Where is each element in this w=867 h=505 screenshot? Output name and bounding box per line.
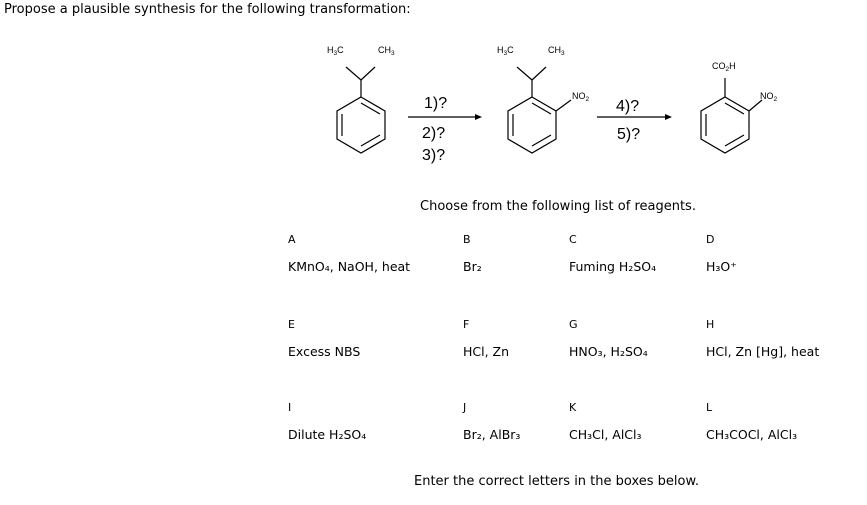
reagent-letter-k: K: [569, 401, 577, 414]
mol2-label-h3c: $H_3C$: [497, 45, 514, 57]
reagent-a: KMnO₄, NaOH, heat: [288, 259, 411, 274]
step-3-label: 3)?: [422, 147, 446, 164]
reagent-k: CH₃Cl, AlCl₃: [569, 427, 642, 442]
reagent-letter-c: C: [569, 233, 577, 246]
reagent-letter-i: I: [288, 401, 292, 414]
reagent-h: HCl, Zn [Hg], heat: [706, 344, 820, 359]
step-5-label: 5)?: [617, 126, 641, 143]
reagent-b: Br₂: [463, 259, 482, 274]
reagent-i: Dilute H₂SO₄: [288, 427, 367, 442]
mol2-label-ch3: $CH_3$: [548, 45, 565, 57]
step-1-label: 1)?: [424, 95, 448, 112]
reagent-c: Fuming H₂SO₄: [569, 259, 657, 274]
mol1-label-h3c: $H_3C$: [327, 45, 344, 57]
question-prompt: Propose a plausible synthesis for the following transformation:: [4, 2, 411, 17]
reagent-letter-b: B: [463, 233, 471, 246]
reagent-letter-a: A: [288, 233, 296, 246]
mol3-label-no2: $NO_2$: [760, 91, 778, 103]
molecule-2-structure: [508, 67, 571, 153]
mol1-label-ch3: $CH_3$: [378, 45, 395, 57]
reagent-l: CH₃COCl, AlCl₃: [706, 427, 798, 442]
reagent-letter-j: J: [463, 401, 467, 414]
reagent-f: HCl, Zn: [463, 344, 510, 359]
reagent-d: H₃O⁺: [706, 259, 737, 274]
step-4-label: 4)?: [616, 98, 640, 115]
choose-reagents-text: Choose from the following list of reagents.: [420, 199, 696, 214]
molecule-1-structure: [337, 67, 385, 153]
mol2-label-no2: $NO_2$: [572, 91, 590, 103]
reagent-letter-g: G: [569, 318, 578, 331]
reagent-letter-e: E: [288, 318, 295, 331]
reagent-e: Excess NBS: [288, 344, 361, 359]
molecule-3-structure: [701, 78, 762, 153]
enter-letters-text: Enter the correct letters in the boxes below.: [414, 474, 700, 489]
reaction-scheme: [0, 0, 867, 200]
reagent-letter-f: F: [463, 318, 470, 331]
reagent-g: HNO₃, H₂SO₄: [569, 344, 648, 359]
reagent-letter-h: H: [706, 318, 715, 331]
reagent-j: Br₂, AlBr₃: [463, 427, 521, 442]
step-2-label: 2)?: [422, 125, 446, 142]
mol3-label-co2h: $CO_2H$: [712, 61, 736, 73]
reagent-letter-d: D: [706, 233, 715, 246]
reagent-letter-l: L: [706, 401, 713, 414]
